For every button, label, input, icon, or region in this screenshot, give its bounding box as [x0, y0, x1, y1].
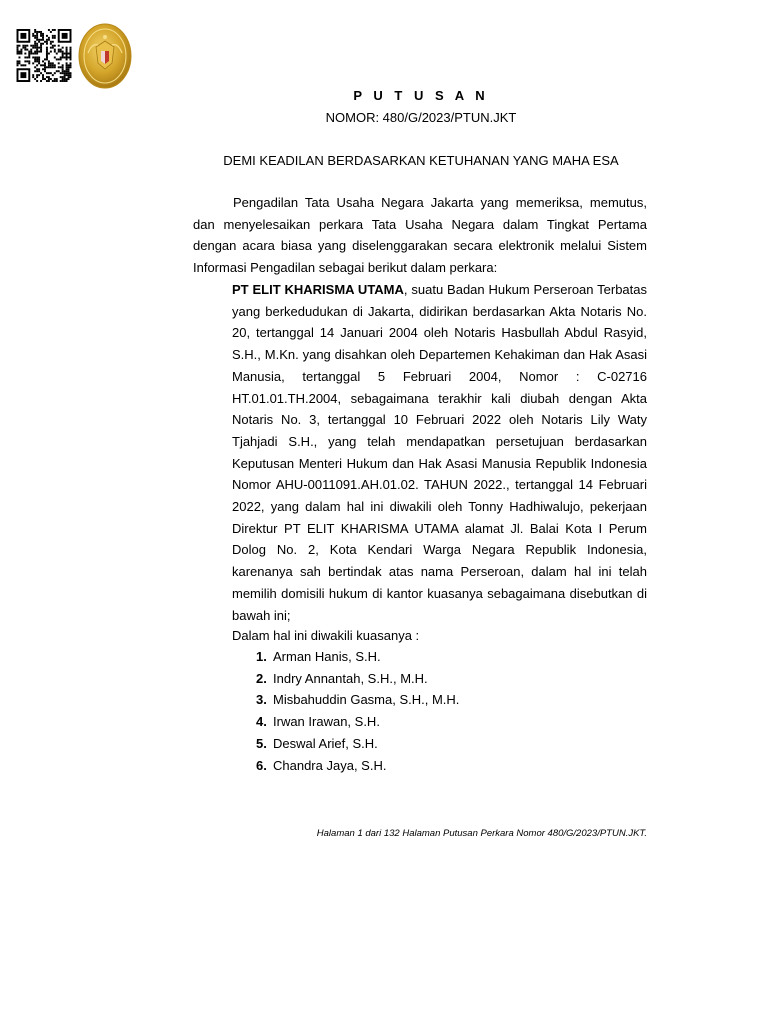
party-description: , suatu Badan Hukum Perseroan Terbatas yang berkedudukan di Jakarta, didirikan berdasarkan Akta Notaris No. 20, tertanggal 14 Januari 2004 oleh Notaris Hasbullah Abdul Rasyid, S.H., M.Kn. yang disahkan oleh Departemen Kehakiman dan Hak Asasi Manusia, tertanggal 5 Februari 2004, Nomor : C-02716 HT.01.01.TH.2004, sebagaimana terakhir kali diubah dengan Akta Notaris No. 3, tertanggal 10 Februari 2022 oleh Notaris Lily Waty Tjahjadi S.H., yang telah mendapatkan persetujuan berdasarkan Keputusan Menteri Hukum dan Hak Asasi Manusia Republik Indonesia Nomor AHU-0011091.AH.01.02. TAHUN 2022., tertanggal 14 Februari 2022, yang dalam hal ini diwakili oleh Tonny Hadhiwalujo, pekerjaan Direktur PT ELIT KHARISMA UTAMA alamat Jl. Balai Kota I Perum Dolog No. 2, Kota Kendari Warga Negara Republik Indonesia, karenanya sah bertindak atas nama Perseroan, dalam hal ini telah memilih domisili hukum di kantor kuasanya sebagaimana disebutkan di bawah ini; [232, 282, 647, 623]
list-number: 6. [256, 757, 267, 773]
list-number: 4. [256, 714, 267, 730]
document-title: P U T U S A N [353, 88, 489, 103]
lawyer-name: Indry Annantah, S.H., M.H. [273, 670, 428, 686]
list-item [256, 711, 459, 733]
irah-irah-heading: DEMI KEADILAN BERDASARKAN KETUHANAN YANG MAHA ESA [223, 153, 619, 168]
list-item [256, 668, 459, 690]
list-number: 1. [256, 649, 267, 664]
page-footer: Halaman 1 dari 132 Halaman Putusan Perkara Nomor 480/G/2023/PTUN.JKT. [316, 828, 647, 839]
mahkamah-agung-emblem-icon [78, 23, 132, 89]
case-number: NOMOR: 480/G/2023/PTUN.JKT [325, 110, 517, 125]
list-number: 3. [256, 692, 267, 708]
lawyer-name: Irwan Irawan, S.H. [273, 714, 380, 730]
list-number: 5. [256, 735, 267, 751]
lawyer-name: Arman Hanis, S.H. [273, 649, 381, 664]
kuasa-intro: Dalam hal ini diwakili kuasanya : [232, 628, 420, 643]
party-name: PT ELIT KHARISMA UTAMA [232, 282, 404, 297]
party-paragraph [232, 279, 647, 626]
lawyer-name: Misbahuddin Gasma, S.H., M.H. [273, 692, 460, 708]
lawyer-name: Chandra Jaya, S.H. [273, 757, 387, 773]
intro-paragraph: Pengadilan Tata Usaha Negara Jakarta yang memeriksa, memutus, dan menyelesaikan perkara Tata Usaha Negara dalam Tingkat Pertama dengan acara biasa yang diselenggarakan secara elektronik melalui Sistem Informasi Pengadilan sebagai berikut dalam perkara: [193, 195, 647, 276]
list-number: 2. [256, 670, 267, 686]
list-item [256, 755, 459, 777]
lawyer-list [256, 646, 459, 776]
list-item [256, 646, 459, 668]
lawyer-name: Deswal Arief, S.H. [273, 735, 378, 751]
list-item [256, 733, 459, 755]
list-item [256, 689, 459, 711]
qr-code-icon [16, 29, 72, 82]
